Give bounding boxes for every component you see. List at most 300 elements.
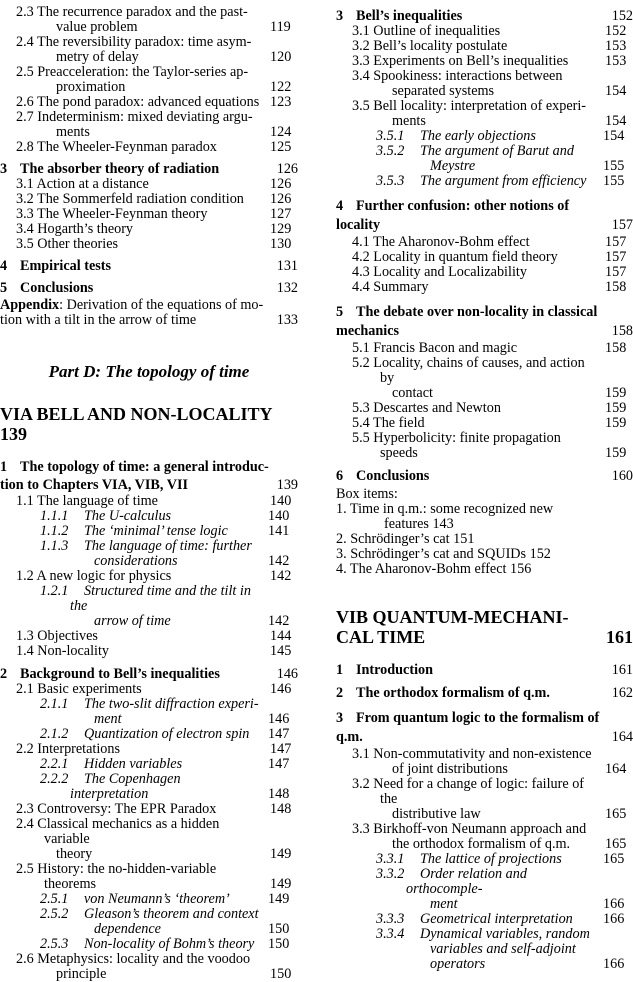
subsection-number: 5.5 <box>352 430 370 446</box>
section-number: 5 <box>336 304 344 320</box>
toc-subsection-entry[interactable]: 2.6 The pond paradox: advanced equations 123 <box>16 94 292 110</box>
subsection-title: Interpretations <box>37 741 121 757</box>
toc-subsection-entry[interactable]: 3.5 Bell locality: interpretation of experi- ments 154 <box>352 98 627 129</box>
toc-subsection-entry[interactable]: 3.1 Non-commutativity and non-existence of joint distributions 164 <box>352 746 627 777</box>
subsection-number: 3.2 <box>16 191 34 207</box>
subsection-title-line <box>16 191 262 207</box>
subsection-title-line <box>16 236 262 252</box>
subsection-title-line <box>16 221 262 237</box>
subsection-title: The language of time <box>37 493 158 509</box>
subsection-number: 2.6 <box>16 951 34 967</box>
section-title-line <box>0 458 298 476</box>
subsection-title: Geometrical interpretation <box>420 911 573 927</box>
subsection-title-line <box>16 4 262 20</box>
section-title-line <box>336 685 633 701</box>
toc-subsection-entry[interactable]: 3.5.3 The argument from efficiency 155 <box>376 173 625 189</box>
subsection-title-continued: of joint distributions <box>392 761 508 777</box>
toc-section-entry[interactable] <box>336 469 633 484</box>
subsection-title: Hyperbolicity: finite propagation speeds <box>373 430 561 461</box>
subsection-title: Descartes and Newton <box>373 400 501 416</box>
toc-right-column <box>336 0 633 972</box>
box-item[interactable] <box>336 562 633 577</box>
subsection-number: 2.5.3 <box>40 936 69 952</box>
toc-subsection-entry[interactable]: 1.1.1 The U-calculus 140 <box>40 508 290 524</box>
subsection-title-line <box>352 340 597 356</box>
page-number: 133 <box>276 312 298 328</box>
subsection-title: The field <box>373 415 425 431</box>
toc-subsection-entry[interactable]: 3.3.1 The lattice of projections 165 <box>376 851 625 867</box>
toc-subsection-entry[interactable]: 3.3 The Wheeler-Feynman theory 127 <box>16 206 292 222</box>
toc-section-entry[interactable] <box>336 663 633 678</box>
section-title: Bell’s inequalities <box>356 8 463 24</box>
subsection-title-line <box>40 508 262 524</box>
subsection-number: 2.8 <box>16 139 34 155</box>
box-item[interactable] <box>336 547 633 562</box>
page-number: 161 <box>611 662 633 678</box>
subsection-title: Classical mechanics as a hidden variable <box>37 816 220 847</box>
subsection-title-line <box>16 861 262 892</box>
subsection-number: 3.4 <box>352 68 370 84</box>
section-title-continued: locality <box>336 217 381 233</box>
subsection-title-line <box>352 264 597 280</box>
subsection-number: 3.1 <box>352 23 370 39</box>
subsection-title-line <box>16 741 262 757</box>
subsection-number: 2.5 <box>16 64 34 80</box>
subsection-number: 1.1.1 <box>40 508 69 524</box>
subsection-title: Bell’s locality postulate <box>373 38 508 54</box>
subsection-title: The language of time: further <box>84 538 252 554</box>
subsection-number: 1.2.1 <box>40 583 69 599</box>
toc-subsection-entry[interactable]: 2.7 Indeterminism: mixed deviating argu- ments 124 <box>16 109 292 140</box>
toc-subsection-entry[interactable]: 1.1.3 The language of time: further considerations 142 <box>40 538 290 569</box>
subsection-number: 4.1 <box>352 234 370 250</box>
toc-subsection-entry[interactable]: 1.3 Objectives 144 <box>16 628 292 644</box>
toc-subsection-entry[interactable]: 2.1 Basic experiments 146 <box>16 681 292 697</box>
subsection-title: Experiments on Bell’s inequalities <box>373 53 569 69</box>
toc-subsection-entry[interactable]: 3.2 Need for a change of logic: failure of the distributive law 165 <box>352 776 627 822</box>
box-item-text-continued: features 143 <box>384 516 454 532</box>
toc-subsection-entry[interactable]: 2.1.1 The two-slit diffraction experi- ment 146 <box>40 696 290 727</box>
subsection-title-line <box>40 906 262 922</box>
subsection-number: 1.3 <box>16 628 34 644</box>
subsection-number: 2.4 <box>16 34 34 50</box>
toc-section-entry[interactable] <box>0 162 298 177</box>
toc-subsection-entry[interactable]: 1.1.2 The ‘minimal’ tense logic 141 <box>40 523 290 539</box>
section-title: The topology of time: a general introduc- <box>20 459 269 475</box>
spacer <box>336 189 633 197</box>
subsection-title-line <box>16 94 262 110</box>
section-number: 1 <box>336 662 344 678</box>
toc-subsection-entry[interactable]: 3.1 Action at a distance 126 <box>16 176 292 192</box>
subsection-title-line <box>40 696 262 712</box>
subsection-title-continued: arrow of time <box>94 613 171 629</box>
subsection-title: Gleason’s theorem and context <box>84 906 259 922</box>
appendix-line <box>0 298 298 313</box>
toc-subsection-entry[interactable]: 4.1 The Aharonov-Bohm effect 157 <box>352 234 627 250</box>
section-title-continued: q.m. <box>336 729 363 745</box>
appendix-text: : Derivation of the equations of mo- <box>59 297 264 313</box>
subsection-title: The U-calculus <box>84 508 172 524</box>
subsection-title: Locality in quantum field theory <box>373 249 558 265</box>
chapter-title: VIB QUANTUM-MECHANI- <box>336 607 569 627</box>
subsection-title-continued: dependence <box>94 921 161 937</box>
subsection-title-line <box>352 355 597 386</box>
toc-subsection-entry[interactable]: 2.3 Controversy: The EPR Paradox 148 <box>16 801 292 817</box>
subsection-number: 3.3 <box>16 206 34 222</box>
subsection-title-line <box>40 936 262 952</box>
toc-subsection-entry[interactable]: 3.1 Outline of inequalities 152 <box>352 23 627 39</box>
section-title-line <box>336 303 633 322</box>
subsection-title: The pond paradox: advanced equations <box>37 94 260 110</box>
subsection-title-line <box>376 851 597 867</box>
subsection-title: Metaphysics: locality and the voodoo <box>37 951 251 967</box>
subsection-title-line <box>16 628 262 644</box>
section-title: Further confusion: other notions of <box>356 198 570 214</box>
subsection-title: The argument of Barut and <box>420 143 574 159</box>
subsection-number: 2.7 <box>16 109 34 125</box>
section-number: 1 <box>0 459 8 475</box>
subsection-title: Preacceleration: the Taylor-series ap- <box>37 64 249 80</box>
spacer <box>336 577 633 607</box>
subsection-title: Structured time and the tilt in the <box>70 583 251 614</box>
toc-section-entry[interactable] <box>336 686 633 701</box>
spacer <box>336 295 633 303</box>
subsection-title-line <box>40 726 262 742</box>
toc-subsection-entry[interactable]: 3.3.4 Dynamical variables, random variables and self-adjoint operators 166 <box>376 926 625 972</box>
subsection-title-line <box>352 279 597 295</box>
section-number: 2 <box>336 685 344 701</box>
toc-subsection-entry[interactable]: 2.5.2 Gleason’s theorem and context dependence 150 <box>40 906 290 937</box>
page-number: 152 <box>611 8 633 24</box>
appendix-text-continued: tion with a tilt in the arrow of time <box>0 312 197 328</box>
subsection-number: 4.2 <box>352 249 370 265</box>
subsection-number: 3.5 <box>352 98 370 114</box>
subsection-number: 2.2.1 <box>40 756 69 772</box>
toc-subsection-entry[interactable]: 3.3 Experiments on Bell’s inequalities 153 <box>352 53 627 69</box>
subsection-title-continued: operators <box>430 956 486 972</box>
subsection-title: The Sommerfeld radiation condition <box>37 191 244 207</box>
subsection-title-line <box>352 98 597 114</box>
subsection-title-continued: separated systems <box>392 83 495 99</box>
subsection-title-line <box>16 816 262 847</box>
toc-subsection-entry[interactable]: 3.4 Hogarth’s theory 129 <box>16 221 292 237</box>
box-item-text: 4. The Aharonov-Bohm effect 156 <box>336 561 532 577</box>
spacer <box>336 647 633 663</box>
toc-section-entry[interactable] <box>336 709 633 747</box>
subsection-number: 3.3.3 <box>376 911 405 927</box>
toc-subsection-entry[interactable]: 1.2 A new logic for physics 142 <box>16 568 292 584</box>
subsection-title-line <box>352 53 597 69</box>
subsection-title: Hogarth’s theory <box>37 221 134 237</box>
subsection-title-line <box>376 866 597 897</box>
section-number: 4 <box>336 198 344 214</box>
section-number: 5 <box>0 280 8 296</box>
subsection-title: The Wheeler-Feynman theory <box>37 206 208 222</box>
subsection-title: The early objections <box>420 128 536 144</box>
toc-subsection-entry[interactable]: 4.3 Locality and Localizability 157 <box>352 264 627 280</box>
box-item-text: 2. Schrödinger’s cat 151 <box>336 531 475 547</box>
section-title-line <box>336 8 633 24</box>
subsection-title: Basic experiments <box>37 681 142 697</box>
subsection-title: Objectives <box>37 628 98 644</box>
subsection-number: 3.5.1 <box>376 128 405 144</box>
subsection-number: 4.4 <box>352 279 370 295</box>
subsection-title: Hidden variables <box>84 756 183 772</box>
subsection-title-continued: value problem <box>56 19 138 35</box>
toc-subsection-entry[interactable]: 3.2 Bell’s locality postulate 153 <box>352 38 627 54</box>
subsection-number: 3.2 <box>352 38 370 54</box>
appendix-entry[interactable] <box>0 298 298 328</box>
spacer <box>336 701 633 709</box>
subsection-title-line <box>16 109 262 125</box>
section-number: 4 <box>0 258 8 274</box>
subsection-title: Non-locality <box>37 643 109 659</box>
subsection-title-line <box>376 173 597 189</box>
toc-subsection-entry[interactable]: 5.3 Descartes and Newton 159 <box>352 400 627 416</box>
subsection-title: Need for a change of logic: failure of the <box>373 776 585 807</box>
subsection-title-line <box>352 249 597 265</box>
subsection-number: 1.2 <box>16 568 34 584</box>
section-title-line <box>0 258 298 274</box>
subsection-title-continued: Meystre <box>430 158 476 174</box>
subsection-title-line <box>16 801 262 817</box>
subsection-title-continued: the orthodox formalism of q.m. <box>392 836 571 852</box>
subsection-title: The two-slit diffraction experi- <box>84 696 259 712</box>
subsection-title: Locality and Localizability <box>373 264 527 280</box>
toc-subsection-entry[interactable]: 4.2 Locality in quantum field theory 157 <box>352 249 627 265</box>
subsection-number: 3.4 <box>16 221 34 237</box>
subsection-title-line <box>40 583 262 614</box>
chapter-page: 161 <box>606 627 633 647</box>
toc-subsection-entry[interactable]: 5.2 Locality, chains of causes, and action by contact 159 <box>352 355 627 401</box>
subsection-number: 3.3 <box>352 821 370 837</box>
subsection-title-line <box>16 681 262 697</box>
subsection-title-continued: principle <box>56 966 107 982</box>
toc-section-entry[interactable] <box>0 259 298 274</box>
section-title: Empirical tests <box>20 258 112 274</box>
subsection-title-line <box>16 64 262 80</box>
subsection-title-continued: metry of delay <box>56 49 139 65</box>
page-number: 157 <box>611 217 633 233</box>
subsection-title-line <box>352 23 597 39</box>
page-number: 139 <box>276 477 298 493</box>
toc-subsection-entry[interactable]: 2.8 The Wheeler-Feynman paradox 125 <box>16 139 292 155</box>
toc-subsection-entry[interactable]: 3.5.1 The early objections 154 <box>376 128 625 144</box>
subsection-number: 1.4 <box>16 643 34 659</box>
toc-section-entry[interactable] <box>336 197 633 235</box>
subsection-number: 2.1.2 <box>40 726 69 742</box>
subsection-title-line <box>16 139 262 155</box>
subsection-title: Quantization of electron spin <box>84 726 250 742</box>
section-title: The orthodox formalism of q.m. <box>356 685 550 701</box>
toc-subsection-entry[interactable]: 2.6 Metaphysics: locality and the voodoo principle 150 <box>16 951 292 982</box>
subsection-title: The reversibility paradox: time asym- <box>37 34 252 50</box>
subsection-title: The recurrence paradox and the past- <box>37 4 248 20</box>
section-number: 3 <box>336 8 344 24</box>
subsection-title-line <box>40 756 262 772</box>
section-title: Background to Bell’s inequalities <box>20 666 220 682</box>
subsection-title: Other theories <box>37 236 119 252</box>
toc-subsection-entry[interactable]: 3.5 Other theories 130 <box>16 236 292 252</box>
page-number: 164 <box>611 729 633 745</box>
toc-subsection-entry[interactable]: 2.2.1 Hidden variables 147 <box>40 756 290 772</box>
subsection-number: 3.3.2 <box>376 866 405 882</box>
toc-subsection-entry[interactable]: 1.2.1 Structured time and the tilt in the arrow of time 142 <box>40 583 290 629</box>
subsection-number: 1.1.3 <box>40 538 69 554</box>
spacer <box>0 444 298 458</box>
toc-subsection-entry[interactable]: 2.1.2 Quantization of electron spin 147 <box>40 726 290 742</box>
toc-subsection-entry[interactable]: 5.5 Hyperbolicity: finite propagation speeds 159 <box>352 430 627 461</box>
toc-subsection-entry[interactable]: 2.3 The recurrence paradox and the past- value problem 119 <box>16 4 291 35</box>
subsection-title: Francis Bacon and magic <box>373 340 518 356</box>
subsection-number: 3.1 <box>352 746 370 762</box>
subsection-title: Order relation and orthocomple- <box>406 866 527 897</box>
subsection-title-line <box>40 538 262 554</box>
page-number: 162 <box>611 685 633 701</box>
subsection-title: Non-commutativity and non-existence <box>373 746 592 762</box>
subsection-number: 2.6 <box>16 94 34 110</box>
subsection-title-continued: proximation <box>56 79 126 95</box>
subsection-number: 3.3.4 <box>376 926 405 942</box>
appendix-label: Appendix <box>0 297 60 313</box>
subsection-title-line <box>16 951 262 967</box>
toc-left-column <box>0 0 298 982</box>
toc-subsection-entry[interactable]: 3.3.2 Order relation and orthocomple- ment 166 <box>376 866 625 912</box>
subsection-title-line <box>352 821 597 837</box>
toc-subsection-entry[interactable]: 3.2 The Sommerfeld radiation condition 126 <box>16 191 292 207</box>
subsection-number: 5.3 <box>352 400 370 416</box>
toc-subsection-entry[interactable]: 1.1 The language of time 140 <box>16 493 292 509</box>
subsection-number: 2.5.1 <box>40 891 69 907</box>
toc-subsection-entry[interactable]: 4.4 Summary 158 <box>352 279 627 295</box>
subsection-title: Spookiness: interactions between <box>373 68 563 84</box>
toc-subsection-entry[interactable]: 2.5 Preacceleration: the Taylor-series ap- proximation 122 <box>16 64 292 95</box>
toc-subsection-entry[interactable]: 3.3 Birkhoff-von Neumann approach and the orthodox formalism of q.m. 165 <box>352 821 627 852</box>
subsection-title-line <box>40 771 262 802</box>
subsection-number: 3.5 <box>16 236 34 252</box>
page-number: 126 <box>276 161 298 177</box>
section-title-line <box>336 662 633 678</box>
subsection-title-continued: contact <box>392 385 433 401</box>
toc-subsection-entry[interactable]: 5.1 Francis Bacon and magic 158 <box>352 340 627 356</box>
subsection-number: 2.5.2 <box>40 906 69 922</box>
subsection-number: 3.5.3 <box>376 173 405 189</box>
chapter-heading[interactable] <box>336 607 633 647</box>
page-number: 131 <box>276 258 298 274</box>
subsection-number: 5.1 <box>352 340 370 356</box>
toc-section-entry[interactable] <box>0 281 298 296</box>
toc-section-entry[interactable] <box>336 303 633 341</box>
box-items-label: Box items: <box>336 486 398 502</box>
subsection-title-line <box>40 523 262 539</box>
spacer <box>0 328 298 362</box>
section-title-continued: mechanics <box>336 323 400 339</box>
toc-subsection-entry[interactable]: 3.3.3 Geometrical interpretation 166 <box>376 911 625 927</box>
subsection-title-continued: ments <box>392 113 426 129</box>
subsection-title: The argument from efficiency <box>420 173 587 189</box>
subsection-title: Dynamical variables, random <box>420 926 590 942</box>
subsection-number: 2.2.2 <box>40 771 69 787</box>
subsection-title-line <box>16 643 262 659</box>
toc-subsection-entry[interactable]: 2.2.2 The Copenhagen interpretation 148 <box>40 771 290 802</box>
subsection-title: Non-locality of Bohm’s theory <box>84 936 255 952</box>
toc-subsection-entry[interactable]: 2.2 Interpretations 147 <box>16 741 292 757</box>
subsection-title-continued: ments <box>56 124 90 140</box>
section-title: Introduction <box>356 662 433 678</box>
toc-subsection-entry[interactable]: 2.5 History: the no-hidden-variable theorems 149 <box>16 861 292 892</box>
subsection-number: 4.3 <box>352 264 370 280</box>
box-item[interactable] <box>336 502 633 532</box>
toc-subsection-entry[interactable]: 3.4 Spookiness: interactions between separated systems 154 <box>352 68 627 99</box>
section-title: Conclusions <box>356 468 430 484</box>
subsection-title: Action at a distance <box>36 176 149 192</box>
subsection-title-continued: considerations <box>94 553 178 569</box>
section-number: 2 <box>0 666 8 682</box>
subsection-number: 1.1.2 <box>40 523 69 539</box>
part-heading: Part D: The topology of time <box>48 362 250 381</box>
subsection-title-continued: variables and self-adjoint <box>430 941 576 957</box>
section-title-line <box>336 197 633 216</box>
toc-subsection-entry[interactable]: 3.5.2 The argument of Barut and Meystre 155 <box>376 143 625 174</box>
subsection-title: Indeterminism: mixed deviating argu- <box>37 109 253 125</box>
subsection-title: The Wheeler-Feynman paradox <box>37 139 217 155</box>
section-number: 6 <box>336 468 344 484</box>
toc-subsection-entry[interactable]: 2.4 The reversibility paradox: time asym- metry of delay 120 <box>16 34 292 65</box>
subsection-title: History: the no-hidden-variable theorems <box>37 861 217 892</box>
subsection-title-line <box>352 415 597 431</box>
subsection-number: 3.3.1 <box>376 851 405 867</box>
section-title: The debate over non-locality in classical <box>356 304 598 320</box>
subsection-title-line <box>376 143 597 159</box>
subsection-title-line <box>16 34 262 50</box>
section-title-line <box>0 161 298 177</box>
toc-subsection-entry[interactable]: 2.5.1 von Neumann’s ‘theorem’ 149 <box>40 891 290 907</box>
page-number: 132 <box>276 280 298 296</box>
subsection-title-line <box>352 746 597 762</box>
subsection-number: 2.4 <box>16 816 34 832</box>
subsection-number: 3.1 <box>16 176 34 192</box>
box-item[interactable] <box>336 532 633 547</box>
subsection-title: Bell locality: interpretation of experi- <box>373 98 587 114</box>
toc-section-entry[interactable] <box>0 667 298 682</box>
subsection-title-line <box>352 38 597 54</box>
subsection-number: 5.4 <box>352 415 370 431</box>
section-title-line <box>0 666 298 682</box>
subsection-title: The Copenhagen interpretation <box>70 771 181 802</box>
toc-subsection-entry[interactable]: 2.5.3 Non-locality of Bohm’s theory 150 <box>40 936 290 952</box>
subsection-title: Summary <box>373 279 429 295</box>
chapter-title: VIA BELL AND NON-LOCALITY <box>0 404 272 424</box>
section-title: From quantum logic to the formalism of <box>356 710 600 726</box>
subsection-title-line <box>352 234 597 250</box>
subsection-title-line <box>40 891 262 907</box>
toc-section-entry[interactable] <box>0 458 298 494</box>
toc-section-entry[interactable] <box>336 9 633 24</box>
subsection-title-continued: ment <box>94 711 122 727</box>
toc-subsection-entry[interactable]: 2.4 Classical mechanics as a hidden variable theory 149 <box>16 816 292 862</box>
subsection-title-line <box>376 128 597 144</box>
page-number: 160 <box>611 468 633 484</box>
page-number: 158 <box>611 323 633 339</box>
subsection-title-line <box>16 176 262 192</box>
chapter-heading[interactable] <box>0 404 298 444</box>
subsection-title: A new logic for physics <box>36 568 172 584</box>
toc-subsection-entry[interactable]: 5.4 The field 159 <box>352 415 627 431</box>
subsection-number: 3.2 <box>352 776 370 792</box>
subsection-title-line <box>376 911 597 927</box>
toc-subsection-entry[interactable]: 1.4 Non-locality 145 <box>16 643 292 659</box>
subsection-number: 2.3 <box>16 4 34 20</box>
